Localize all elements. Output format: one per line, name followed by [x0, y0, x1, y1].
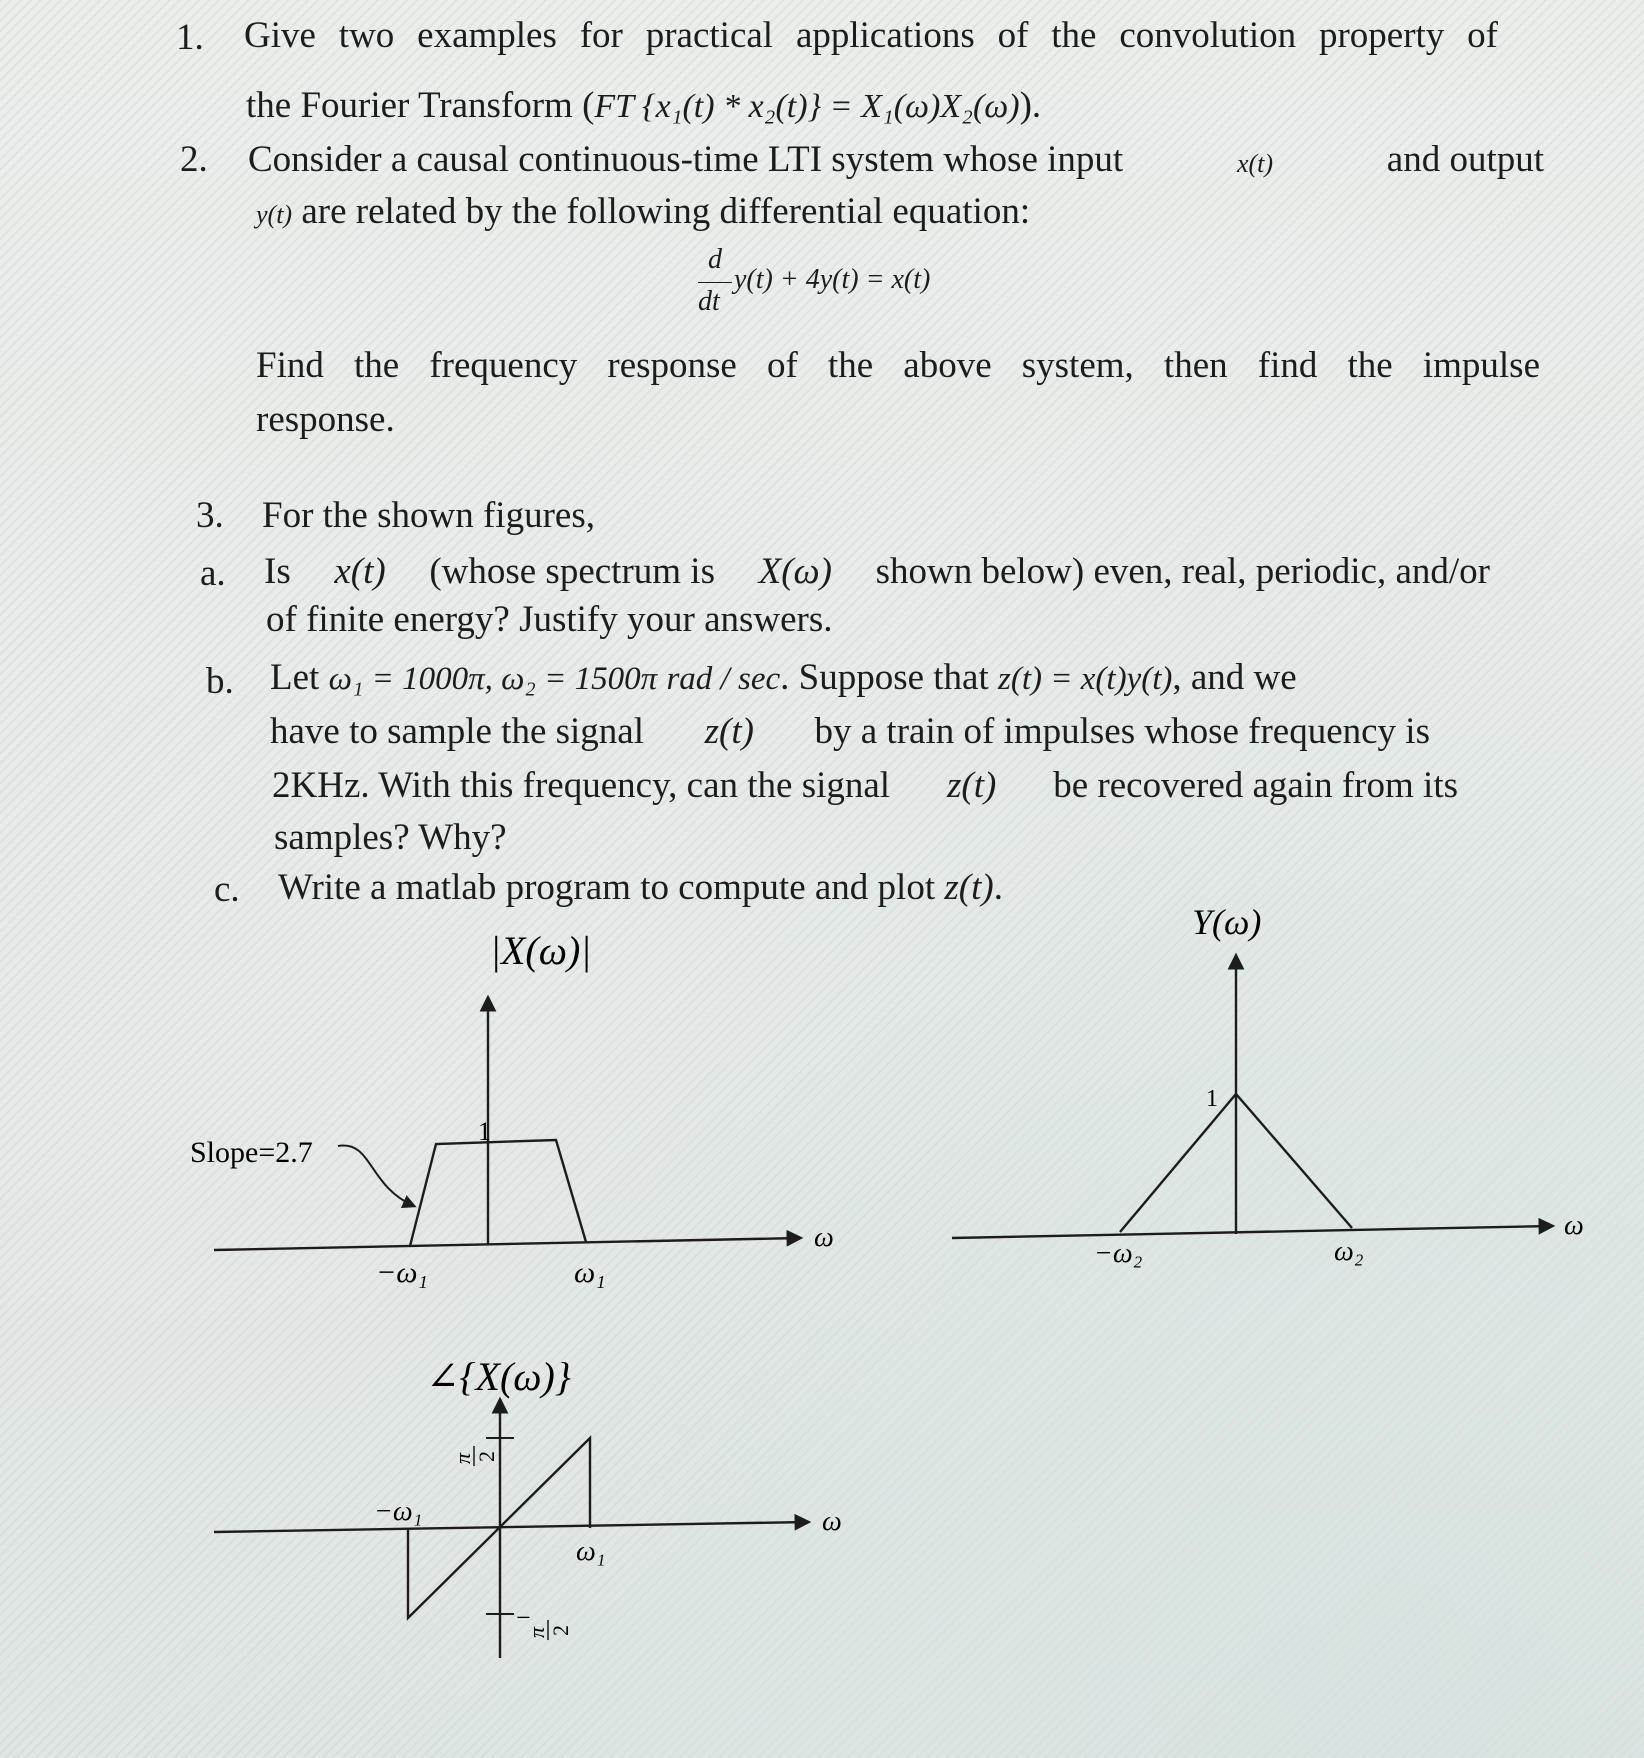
y-peak-label: 1	[1206, 1086, 1218, 1112]
phase-title: ∠{X(ω)}	[426, 1354, 571, 1399]
q3b-line2-post: by a train of impulses whose frequency is	[814, 711, 1430, 752]
q3b-let: Let	[270, 657, 320, 698]
q3b-z-2: z(t)	[947, 765, 997, 806]
phase-pi-neg: π	[524, 1626, 549, 1638]
phase-pos-omega1: ω₁	[576, 1536, 606, 1567]
q3a-post: shown below) even, real, periodic, and/or	[875, 551, 1490, 592]
q3b-z-1: z(t)	[704, 711, 754, 752]
y-axis-label: ω	[1564, 1210, 1584, 1241]
phase-neg-sign: −	[516, 1603, 531, 1632]
q3b-z-eq: z(t) = x(t)y(t)	[998, 661, 1173, 697]
q3-intro: For the shown figures,	[262, 495, 595, 536]
q3b-line3-post: be recovered again from its	[1053, 765, 1458, 806]
q3c-label: c.	[214, 869, 240, 910]
phase-omega-axis	[214, 1522, 808, 1532]
q1-number: 1.	[176, 17, 204, 58]
phase-pi2-neg-label	[524, 1620, 573, 1640]
q3a-x: x(t)	[334, 551, 386, 592]
q3a-X: X(ω)	[758, 551, 832, 592]
q1-line2-end: ).	[1019, 85, 1042, 126]
q2-find-text1: Find the frequency response of the above system, then find the impulse	[256, 345, 1540, 386]
phase-pi-pos: π	[450, 1452, 475, 1464]
y-spectrum-plot	[952, 902, 1584, 1269]
q3c-z: z(t)	[944, 867, 994, 908]
phase-plot	[214, 1354, 842, 1658]
q3b-label: b.	[206, 661, 234, 702]
q3a-line2: of finite energy? Justify your answers.	[266, 599, 833, 640]
y-omega-axis	[952, 1226, 1552, 1238]
q3c-end: .	[993, 867, 1003, 908]
magnitude-title: |X(ω)|	[490, 928, 592, 973]
q3a-label: a.	[200, 553, 226, 594]
q2-eq-numerator: d	[708, 244, 722, 275]
magnitude-peak-label: 1	[478, 1117, 491, 1146]
q2-text-line1-b: and output	[1386, 139, 1544, 180]
magnitude-pos-omega1: ω₁	[574, 1256, 606, 1289]
slope-label: Slope=2.7	[190, 1136, 313, 1169]
phase-two-neg: 2	[548, 1625, 573, 1636]
phase-pi2-pos-label	[450, 1446, 499, 1466]
q1-formula: FT {x₁(t) * x₂(t)} = X₁(ω)X₂(ω)	[594, 88, 1020, 125]
magnitude-omega-axis	[214, 1238, 800, 1250]
magnitude-neg-omega1: −ω₁	[376, 1256, 428, 1289]
q3a-mid: (whose spectrum is	[429, 551, 715, 592]
y-title: Y(ω)	[1192, 902, 1262, 942]
q2-text-line2: are related by the following differential equation:	[301, 191, 1031, 232]
q2-eq-rest: y(t) + 4y(t) = x(t)	[734, 264, 931, 295]
phase-neg-omega1: −ω₁	[374, 1496, 423, 1527]
magnitude-trapezoid	[410, 1140, 586, 1246]
q3b-line2-pre: have to sample the signal	[270, 711, 645, 752]
q3c-text: Write a matlab program to compute and plot	[278, 867, 936, 908]
magnitude-plot	[190, 928, 834, 1289]
phase-axis-label: ω	[822, 1506, 842, 1537]
q2-output-symbol: y(t)	[256, 200, 293, 229]
slope-pointer-arrow	[338, 1145, 414, 1206]
q3b-line3-pre: 2KHz. With this frequency, can the signal	[272, 765, 891, 806]
q1-text-line1: Give two examples for practical applications of the convolution property of	[244, 15, 1498, 56]
q3b-line4: samples? Why?	[274, 817, 507, 858]
q3b-suppose: . Suppose that	[780, 657, 989, 698]
y-neg-omega2: −ω₂	[1094, 1238, 1143, 1269]
q2-find-line2: response.	[256, 399, 395, 440]
q3b-units: rad / sec	[666, 661, 781, 697]
magnitude-axis-label: ω	[814, 1222, 834, 1253]
q3a-pre: Is	[264, 551, 291, 592]
q1-text-line2: the Fourier Transform (	[246, 85, 595, 126]
phase-two-pos: 2	[474, 1451, 499, 1462]
q2-number: 2.	[180, 139, 208, 180]
q3b-and-we: , and we	[1172, 657, 1297, 698]
q3b-omegas: ω₁ = 1000π, ω₂ = 1500π	[328, 661, 658, 697]
y-pos-omega2: ω₂	[1334, 1236, 1364, 1267]
q2-text-line1-a: Consider a causal continuous-time LTI system whose input	[248, 139, 1124, 180]
q3-number: 3.	[196, 495, 224, 536]
q2-input-symbol: x(t)	[1236, 149, 1274, 178]
q2-eq-denominator: dt	[698, 286, 720, 317]
